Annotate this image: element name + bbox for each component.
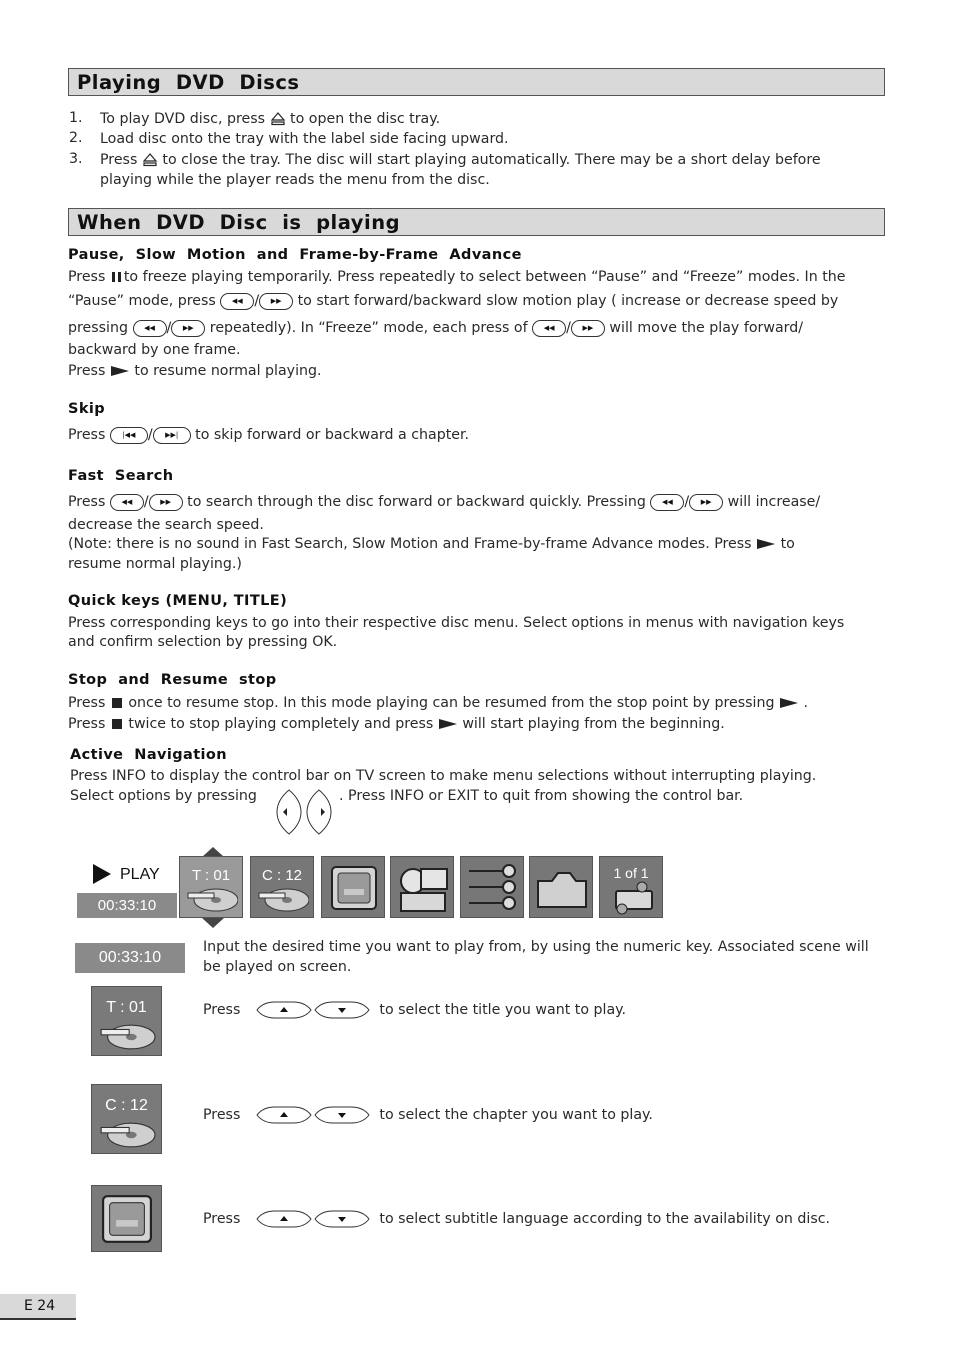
step-1-text-b: to open the disc tray. — [290, 111, 441, 127]
page-number: E 24 — [24, 1298, 56, 1314]
time-row-line-2: be played on screen. — [203, 959, 352, 975]
chapter-row-a: Press — [203, 1107, 241, 1123]
skip-b: to skip forward or backward a chapter. — [195, 427, 470, 443]
quick-line-2: and confirm selection by pressing OK. — [68, 634, 338, 650]
control-bar-time[interactable]: 00:33:10 — [77, 893, 177, 918]
stop-icon — [110, 697, 124, 709]
chapter-row — [203, 1106, 653, 1124]
control-bar-audio[interactable] — [390, 856, 454, 918]
control-bar-angle[interactable] — [599, 856, 663, 918]
down-button-icon — [313, 1210, 371, 1228]
heading-pause: Pause, Slow Motion and Frame-by-Frame Advance — [68, 247, 522, 263]
chapter-tile-label: C : 12 — [105, 1097, 148, 1114]
folder-return-icon — [534, 865, 590, 911]
play-state-icon — [92, 863, 112, 885]
subtitle-tile[interactable] — [91, 1185, 162, 1252]
subtitle-screen-icon — [100, 1194, 154, 1244]
fast-line-4: resume normal playing.) — [68, 556, 242, 572]
left-right-nav-icon — [275, 788, 333, 836]
time-search-box[interactable]: 00:33:10 — [75, 943, 185, 973]
control-bar-repeat[interactable] — [460, 856, 524, 918]
fast-l3-b: to — [780, 536, 795, 552]
skip-a: Press — [68, 427, 106, 443]
play-icon — [438, 718, 458, 730]
step-1-text-a: To play DVD disc, press — [100, 111, 266, 127]
step-3-text-a: Press — [100, 152, 138, 168]
pause-line-4: backward by one frame. — [68, 342, 241, 358]
time-row-line-1: Input the desired time you want to play from, by using the numeric key. Associated scene will — [203, 939, 869, 955]
nav-line-1: Press INFO to display the control bar on TV screen to make menu selections without interrupting playing. — [70, 768, 817, 784]
heading-active-navigation: Active Navigation — [70, 747, 227, 763]
audio-language-icon — [395, 861, 451, 915]
step-number-2: 2. — [69, 130, 83, 146]
up-button-icon — [255, 1210, 313, 1228]
page-number-tab — [0, 1294, 76, 1320]
pause-l2-b: to start forward/backward slow motion play ( increase or decrease speed by — [297, 293, 839, 309]
step-3-continued: playing while the player reads the menu from the disc. — [100, 172, 490, 188]
forward-button-icon: ▶▶ — [689, 494, 723, 511]
forward-button-icon: ▶▶ — [171, 320, 205, 337]
step-3 — [100, 151, 821, 169]
play-icon — [110, 365, 130, 377]
title-row-b: to select the title you want to play. — [379, 1002, 627, 1018]
disc-icon — [257, 887, 309, 913]
control-bar-subtitle[interactable] — [321, 856, 385, 918]
down-button-icon — [313, 1001, 371, 1019]
nav-line-2a: Select options by pressing — [70, 788, 257, 804]
rewind-button-icon: ◀◀ — [110, 494, 144, 511]
play-state-label: PLAY — [120, 866, 160, 883]
pause-l5-a: Press — [68, 363, 106, 379]
rewind-button-icon: ◀◀ — [532, 320, 566, 337]
eject-icon — [142, 153, 158, 167]
skip-back-button-icon: |◀◀ — [110, 427, 148, 444]
section-header-when-playing — [68, 208, 885, 236]
disc-icon — [186, 887, 238, 913]
step-number-3: 3. — [69, 151, 83, 167]
heading-fast-search: Fast Search — [68, 468, 174, 484]
title-row — [203, 1001, 626, 1019]
pause-l3-a: pressing — [68, 320, 128, 336]
up-button-icon — [255, 1106, 313, 1124]
control-bar-angle-label: 1 of 1 — [613, 865, 649, 881]
up-button-icon — [255, 1001, 313, 1019]
section-title-playing: Playing DVD Discs — [77, 71, 300, 94]
eject-icon — [270, 112, 286, 126]
control-bar-abrepeat[interactable] — [529, 856, 593, 918]
step-number-1: 1. — [69, 110, 83, 126]
heading-quick-keys: Quick keys (MENU, TITLE) — [68, 593, 288, 609]
subtitle-row — [203, 1210, 830, 1228]
pause-line-5 — [68, 362, 322, 380]
forward-button-icon: ▶▶ — [149, 494, 183, 511]
pause-l3-b: repeatedly). In “Freeze” mode, each press of — [209, 320, 528, 336]
chapter-tile[interactable] — [91, 1084, 162, 1154]
stop-line-2 — [68, 715, 725, 733]
rewind-button-icon: ◀◀ — [650, 494, 684, 511]
heading-skip: Skip — [68, 401, 106, 417]
subtitle-row-a: Press — [203, 1211, 241, 1227]
stop-icon — [110, 718, 124, 730]
quick-line-1: Press corresponding keys to go into their respective disc menu. Select options in menus with navigation keys — [68, 615, 845, 631]
step-2: Load disc onto the tray with the label side facing upward. — [100, 131, 509, 147]
title-row-a: Press — [203, 1002, 241, 1018]
forward-button-icon: ▶▶ — [571, 320, 605, 337]
title-tile-label: T : 01 — [106, 999, 147, 1016]
slow-forward-button-icon: ▶▶ — [259, 293, 293, 310]
pause-line-3: pressing ◀◀ / ▶▶ repeatedly). In “Freeze” mode, each press of ◀◀ / ▶▶ will move the play forward/ — [68, 320, 804, 336]
stop-l2-c: will start playing from the beginning. — [462, 716, 725, 732]
play-icon — [756, 538, 776, 550]
fast-l1-c: will increase/ — [727, 494, 821, 510]
subtitle-screen-icon — [330, 865, 378, 911]
pause-l3-c: will move the play forward/ — [609, 320, 804, 336]
pause-l1-b: to freeze playing temporarily. Press repeatedly to select between “Pause” and “Freeze” modes. In the — [123, 269, 846, 285]
camera-angle-icon — [608, 879, 660, 915]
fast-line-2: decrease the search speed. — [68, 517, 264, 533]
step-1 — [100, 110, 440, 128]
disc-icon — [96, 1023, 158, 1051]
control-bar-chapter-label: C : 12 — [261, 867, 303, 884]
stop-l1-a: Press — [68, 695, 106, 711]
stop-l2-b: twice to stop playing completely and press — [128, 716, 434, 732]
stop-l2-a: Press — [68, 716, 106, 732]
fast-l3-a: (Note: there is no sound in Fast Search, Slow Motion and Frame-by-frame Advance modes. Press — [68, 536, 752, 552]
fast-l1-a: Press — [68, 494, 106, 510]
rewind-button-icon: ◀◀ — [133, 320, 167, 337]
down-button-icon — [313, 1106, 371, 1124]
control-bar-title-label: T : 01 — [191, 867, 231, 884]
fast-line-1: Press ◀◀ / ▶▶ to search through the disc forward or backward quickly. Pressing ◀◀ / ▶▶ will increase/ — [68, 494, 821, 510]
skip-line: Press |◀◀ / ▶▶| to skip forward or backward a chapter. — [68, 427, 470, 443]
control-bar-chapter[interactable] — [250, 856, 314, 918]
nav-line-2b: . Press INFO or EXIT to quit from showing the control bar. — [339, 788, 744, 804]
title-tile[interactable] — [91, 986, 162, 1056]
step-3-text-b: to close the tray. The disc will start playing automatically. There may be a short delay before — [162, 152, 821, 168]
stop-line-1 — [68, 694, 808, 712]
heading-stop: Stop and Resume stop — [68, 672, 277, 688]
pause-l1-a: Press — [68, 269, 106, 285]
fast-l1-b: to search through the disc forward or backward quickly. Pressing — [187, 494, 646, 510]
pause-l5-b: to resume normal playing. — [134, 363, 322, 379]
arrow-down-icon — [200, 917, 226, 929]
repeat-icon — [465, 863, 521, 913]
subtitle-row-b: to select subtitle language according to the availability on disc. — [379, 1211, 831, 1227]
pause-line-2: “Pause” mode, press ◀◀ / ▶▶ to start forward/backward slow motion play ( increase or decrease speed by — [68, 293, 839, 309]
stop-l1-c: . — [803, 695, 809, 711]
slow-back-button-icon: ◀◀ — [220, 293, 254, 310]
control-bar-title[interactable] — [179, 856, 243, 918]
pause-line-1 — [68, 268, 846, 286]
pause-icon — [110, 271, 124, 283]
chapter-row-b: to select the chapter you want to play. — [379, 1107, 653, 1123]
stop-l1-b: once to resume stop. In this mode playing can be resumed from the stop point by pressing — [128, 695, 775, 711]
skip-forward-button-icon: ▶▶| — [153, 427, 191, 444]
pause-l2-a: “Pause” mode, press — [68, 293, 216, 309]
play-icon — [779, 697, 799, 709]
fast-line-3 — [68, 535, 795, 553]
disc-icon — [96, 1121, 158, 1149]
section-header-playing — [68, 68, 885, 96]
section-title-when-playing: When DVD Disc is playing — [77, 211, 401, 234]
